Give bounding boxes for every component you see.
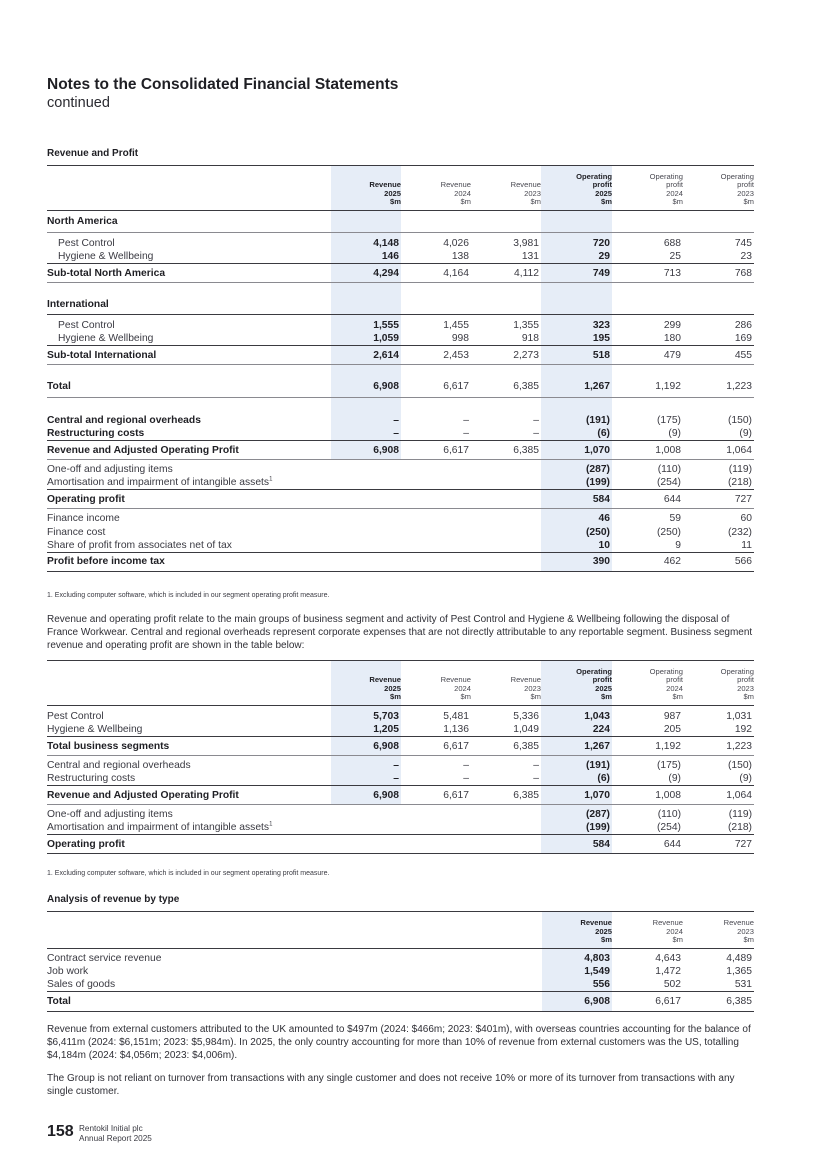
total-row: Total 6,908 6,617 6,385 1,267 1,192 1,223 bbox=[47, 365, 754, 398]
subtotal-row-international: Sub-total International 2,614 2,453 2,273 518 479 455 bbox=[47, 346, 754, 365]
operating-profit-row: Operating profit 584 644 727 bbox=[47, 835, 754, 854]
table-row: Restructuring costs – – – (6) (9) (9) bbox=[47, 428, 752, 439]
col-op-profit-2024: Operating profit 2024 $m bbox=[649, 666, 683, 702]
header-blank bbox=[47, 912, 542, 949]
table-row: Pest Control 5,703 5,481 5,336 1,043 987 1,031 bbox=[47, 706, 754, 723]
page-number: 158 bbox=[47, 1123, 74, 1140]
header-blank bbox=[47, 166, 331, 211]
adjusted-operating-profit-row: Revenue and Adjusted Operating Profit 6,908 6,617 6,385 1,070 1,008 1,064 bbox=[47, 441, 754, 460]
total-segments-row: Total business segments 6,908 6,617 6,385 1,267 1,192 1,223 bbox=[47, 737, 754, 756]
footnote-1: 1. Excluding computer software, which is included in our segment operating profit measure. bbox=[47, 592, 330, 599]
page-title: Notes to the Consolidated Financial Statements bbox=[47, 76, 399, 93]
table-row: Sales of goods 556 502 531 bbox=[47, 978, 752, 990]
total-row: Total 6,908 6,617 6,385 bbox=[47, 991, 754, 1011]
group-international: International bbox=[47, 299, 109, 310]
table-row: One-off and adjusting items (287) (110) (119) bbox=[47, 805, 754, 821]
table-row: Hygiene & Wellbeing 1,059 998 918 195 180 169 bbox=[58, 333, 752, 344]
col-revenue-2025: Revenue 2025 $m bbox=[331, 166, 401, 211]
col-op-profit-2025: Operating profit 2025 $m bbox=[541, 661, 612, 706]
paragraph-segments: Revenue and operating profit relate to the main groups of business segment and activity of Pest Control and Hygiene & Wellbeing following the disposal of France Workwear. Central and regional overheads represent corporate expenses that are not directly attributable to any reportable segment. Business segment revenue and operating profit are shown in the table below: bbox=[47, 614, 753, 651]
table-row: Hygiene & Wellbeing 146 138 131 29 25 23 bbox=[58, 251, 752, 262]
table-row: Job work 1,549 1,472 1,365 bbox=[47, 965, 752, 977]
table-row: Hygiene & Wellbeing 1,205 1,136 1,049 224 205 192 bbox=[47, 724, 752, 735]
operating-profit-row: Operating profit 584 644 727 bbox=[47, 490, 754, 509]
revenue-profit-table bbox=[47, 165, 754, 572]
col-revenue-2024: Revenue 2024 $m bbox=[652, 918, 683, 945]
table-row: Restructuring costs – – – (6) (9) (9) bbox=[47, 773, 752, 784]
table-row: Amortisation and impairment of intangible assets$^1$ (199) (254) (218) bbox=[47, 476, 752, 488]
business-segments-table bbox=[47, 660, 754, 854]
table-row: Central and regional overheads – – – (191) (175) (150) bbox=[47, 398, 754, 427]
col-revenue-2024: Revenue 2024 $m bbox=[440, 180, 471, 207]
table-row: Share of profit from associates net of tax 10 9 11 bbox=[47, 539, 752, 551]
page-subtitle: continued bbox=[47, 95, 110, 111]
profit-before-tax-row: Profit before income tax 390 462 566 bbox=[47, 552, 754, 571]
table-row: Finance cost (250) (250) (232) bbox=[47, 526, 752, 538]
footer-report-name: Annual Report 2025 bbox=[79, 1134, 152, 1143]
subtotal-row-north-america: Sub-total North America 4,294 4,164 4,112 749 713 768 bbox=[47, 264, 754, 283]
col-revenue-2024: Revenue 2024 $m bbox=[440, 675, 471, 702]
col-revenue-2025: Revenue 2025 $m bbox=[542, 912, 612, 949]
col-op-profit-2024: Operating profit 2024 $m bbox=[649, 171, 683, 207]
adjusted-operating-profit-row: Revenue and Adjusted Operating Profit 6,908 6,617 6,385 1,070 1,008 1,064 bbox=[47, 786, 754, 805]
table-row: Central and regional overheads – – – (191) (175) (150) bbox=[47, 756, 754, 772]
table-row: Pest Control 4,148 4,026 3,981 720 688 745 bbox=[47, 233, 754, 250]
col-revenue-2023: Revenue 2023 $m bbox=[510, 675, 541, 702]
table-row: Contract service revenue 4,803 4,643 4,489 bbox=[47, 949, 754, 965]
header-blank bbox=[47, 661, 331, 706]
table-row: One-off and adjusting items (287) (110) (119) bbox=[47, 460, 754, 476]
paragraph-uk-revenue: Revenue from external customers attributed to the UK amounted to $497m (2024: $466m; 2023: $401m), with overseas countries accounting for the balance of $6,411m (2024: $6,151m; 2023: $5,984m). In 2025, the only country accounting for more than 10% of revenue from external customers was the US, totalling $4,184m (2024: $4,056m; 2023: $4,006m). bbox=[47, 1024, 751, 1061]
col-op-profit-2025: Operating profit 2025 $m bbox=[541, 166, 612, 211]
table-row: Finance income 46 59 60 bbox=[47, 509, 754, 525]
section-title-revenue-profit: Revenue and Profit bbox=[47, 148, 139, 159]
group-north-america: North America bbox=[47, 211, 331, 233]
footnote-2: 1. Excluding computer software, which is included in our segment operating profit measure. bbox=[47, 870, 330, 877]
paragraph-single-customer: The Group is not reliant on turnover from transactions with any single customer and does not receive 10% or more of its turnover from transactions with any single customer. bbox=[47, 1073, 735, 1097]
col-revenue-2023: Revenue 2023 $m bbox=[723, 918, 754, 945]
footer-company-name: Rentokil Initial plc bbox=[79, 1124, 143, 1133]
table-row: Amortisation and impairment of intangible assets$^1$ (199) (254) (218) bbox=[47, 821, 752, 833]
col-op-profit-2023: Operating profit 2023 $m bbox=[720, 666, 754, 702]
col-op-profit-2023: Operating profit 2023 $m bbox=[720, 171, 754, 207]
section-title-revenue-type: Analysis of revenue by type bbox=[47, 894, 180, 905]
revenue-by-type-table bbox=[47, 911, 754, 1012]
footer-company bbox=[79, 1124, 152, 1144]
table-row: Pest Control 1,555 1,455 1,355 323 299 286 bbox=[47, 315, 754, 332]
col-revenue-2025: Revenue 2025 $m bbox=[331, 661, 401, 706]
col-revenue-2023: Revenue 2023 $m bbox=[510, 180, 541, 207]
